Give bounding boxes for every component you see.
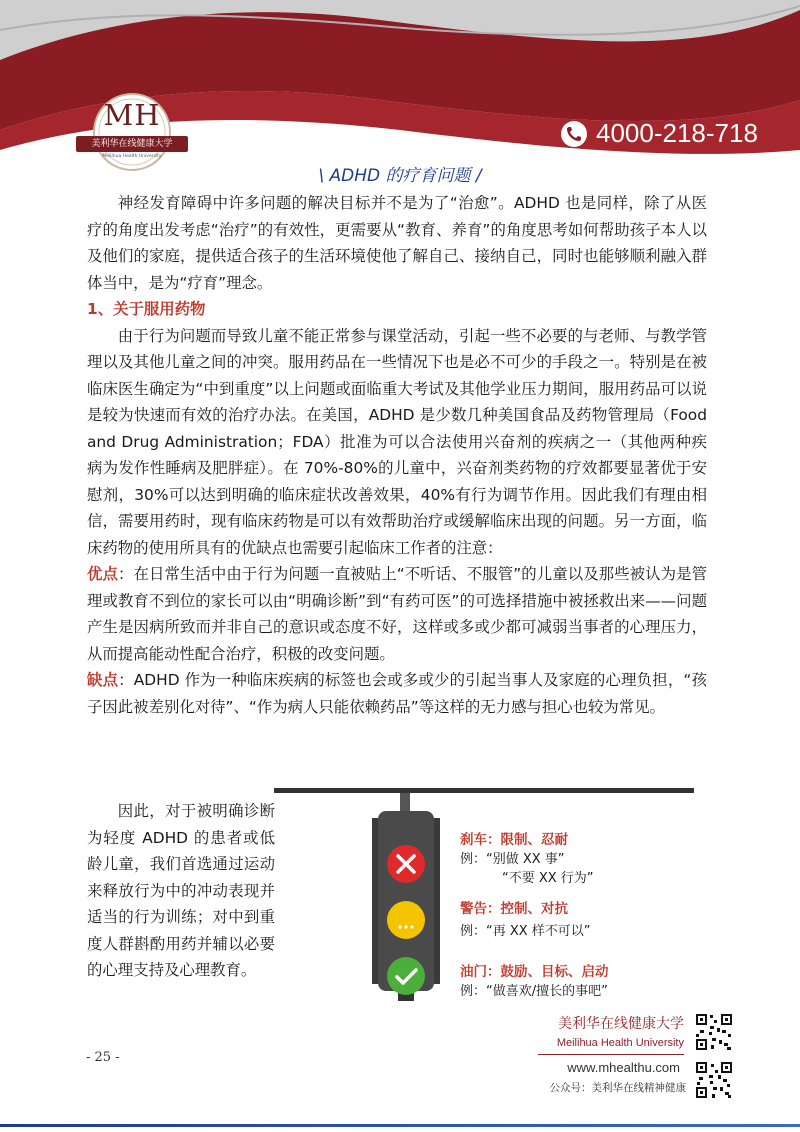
footer-bar (0, 1124, 800, 1127)
footer-website[interactable]: www.mhealthu.com (567, 1060, 680, 1075)
hotline (560, 118, 758, 149)
qr-code-icon[interactable] (694, 1012, 734, 1052)
logo-subtitle: Meilihua Health University (102, 154, 162, 159)
go-heading: 油门：鼓励、目标、启动 (460, 964, 609, 980)
pros-text: ：在日常生活中由于行为问题一直被贴上“不听话、不服管”的儿童以及那些被认为是管理或教育不到位的家长可以由“明确诊断”到“有药可医”的可选择措施中被拯救出来——问题产生是因病所致而并非自己的意识或态度不好，这样或多或少都可减弱当事者的心理压力，从而提高能动性配合治疗，积极的改变问题。 (87, 565, 707, 663)
green-light (387, 957, 425, 995)
phone-number: 4000-218-718 (596, 118, 758, 148)
left-column (87, 798, 275, 984)
traffic-light-figure (270, 780, 700, 1020)
brake-example-2: “不要 XX 行为” (502, 871, 594, 886)
main-body (87, 190, 707, 720)
pros-paragraph (87, 561, 707, 667)
footer-wechat: 公众号：美利华在线精神健康 (549, 1082, 686, 1094)
section1-heading: 1、关于服用药物 (87, 300, 206, 318)
page-number: - 25 - (86, 1050, 120, 1065)
footer-divider (538, 1054, 684, 1055)
cons-paragraph (87, 667, 707, 720)
pros-label: 优点 (87, 565, 118, 583)
phone-icon (560, 120, 588, 148)
cons-text: ：ADHD 作为一种临床疾病的标签也会或多或少的引起当事人及家庭的心理负担，“孩子因此被差别化对待”、“作为病人只能依赖药品”等这样的无力感与担心也较为常见。 (87, 671, 707, 716)
footer-university-cn: 美利华在线健康大学 (558, 1016, 684, 1032)
brake-heading: 刹车：限制、忍耐 (460, 832, 568, 848)
warn-heading: 警告：控制、对抗 (460, 901, 568, 917)
section-title: \ ADHD 的疗育问题 / (318, 166, 482, 186)
section1-paragraph: 由于行为问题而导致儿童不能正常参与课堂活动，引起一些不必要的与老师、与教学管理以及其他儿童之间的冲突。服用药品在一些情况下也是必不可少的手段之一。特别是在被临床医生确定为“中到重度”以上问题或面临重大考试及其他学业压力期间，服用药品可以说是较为快速而有效的治疗办法。在美国，ADHD 是少数几种美国食品及药物管理局（Food and Drug Administration；FDA）批准为可以合法使用兴奋剂的疾病之一（其他两种疾病为发作性睡病及肥胖症）。在 70%-80%的儿童中，兴奋剂类药物的疗效都要显著优于安慰剂，30%可以达到明确的临床症状改善效果，40%有行为调节作用。因此我们有理由相信，需要用药时，现有临床药物是可以有效帮助治疗或缓解临床出现的问题。另一方面，临床药物的使用所具有的优缺点也需要引起临床工作者的注意： (87, 326, 707, 557)
go-example: 例：“做喜欢/擅长的事吧” (460, 984, 608, 999)
wechat-qr-code-icon[interactable] (694, 1058, 734, 1102)
logo-mh: MH (103, 98, 161, 132)
left-column-paragraph: 因此，对于被明确诊断为轻度 ADHD 的患者或低龄儿童，我们首选通过运动来释放行为中的冲动表现并适当的行为训练；对中到重度人群斟酌用药并辅以必要的心理支持及心理教育。 (87, 802, 275, 979)
intro-paragraph: 神经发育障碍中许多问题的解决目标并不是为了“治愈”。ADHD 也是同样，除了从医疗的角度出发考虑“治疗”的有效性，更需要从“教育、养育”的角度思考如何帮助孩子本人以及他们的家庭，提供适合孩子的生活环境使他了解自己、接纳自己，同时也能够顺利融入群体当中，是为“疗育”理念。 (87, 194, 707, 292)
warn-example: 例：“再 XX 样不可以” (460, 924, 591, 939)
cons-label: 缺点 (87, 671, 119, 689)
footer-university-en: Meilihua Health University (556, 1037, 684, 1049)
yellow-light (387, 901, 425, 939)
logo-ribbon: 美利华在线健康大学 (76, 136, 188, 152)
brake-example-1: 例：“别做 XX 事” (460, 852, 565, 867)
